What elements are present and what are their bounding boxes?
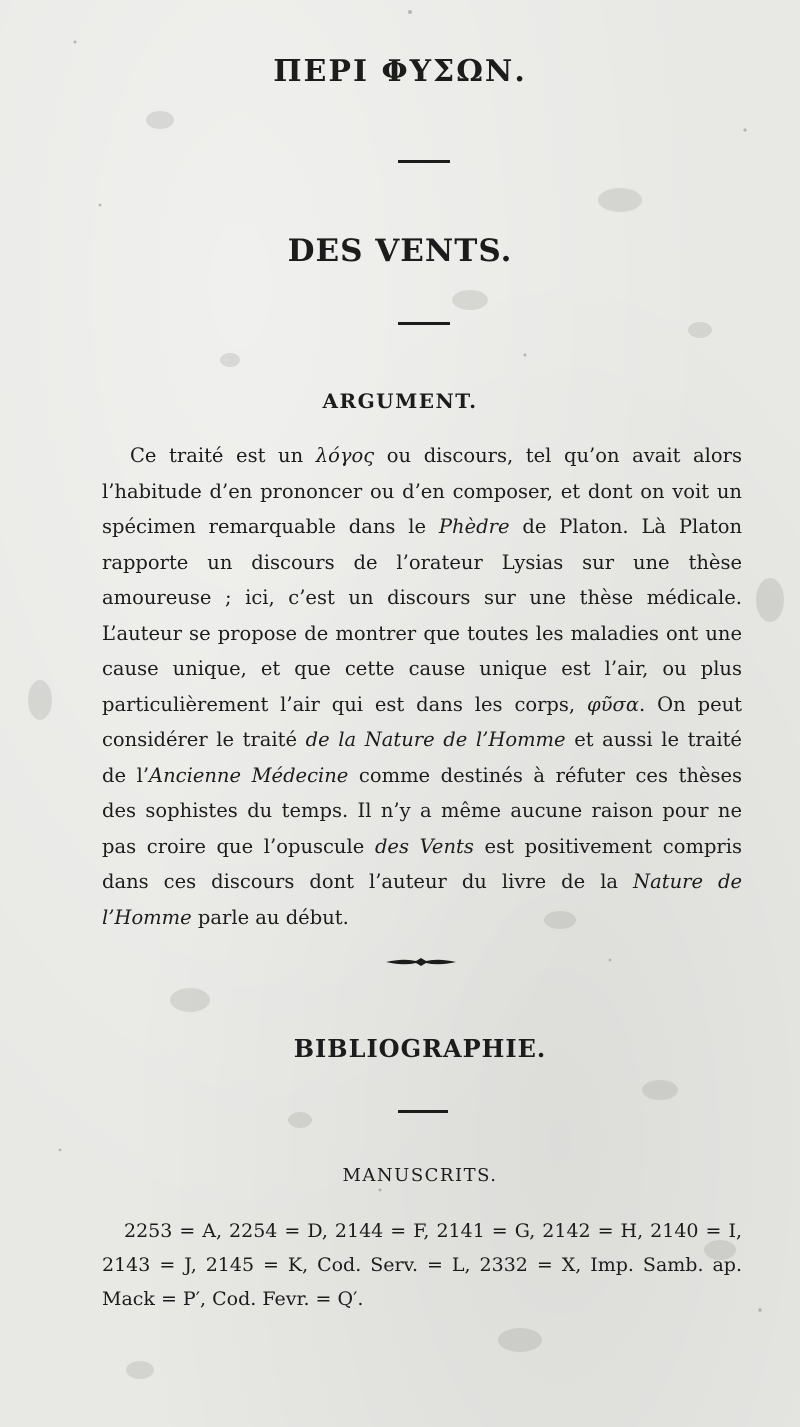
bibliographie-rule: [398, 1110, 448, 1113]
argument-text-2: ou discours, tel qu’on avait alors l’habitude d’en prononcer ou d’en composer, et dont on voit un spécimen remarquable dans le: [102, 444, 742, 538]
phedre-title: Phèdre: [438, 515, 510, 538]
argument-text-1: Ce traité est un: [130, 444, 316, 467]
manuscrits-list: 2253 = A, 2254 = D, 2144 = F, 2141 = G, 2142 = H, 2140 = I, 2143 = J, 2145 = K, Cod. Serv. = L, 2332 = X, Imp. Samb. ap. Mack = P′, Cod. Fevr. = Q′.: [102, 1220, 742, 1310]
argument-text-4: . On peut considérer le traité: [102, 692, 742, 751]
argument-paragraph: [102, 438, 742, 935]
des-vents-title: des Vents: [374, 834, 474, 858]
manuscrits-heading: MANUSCRITS.: [342, 1165, 498, 1186]
french-title: DES VENTS.: [287, 233, 513, 269]
title-rule-2: [398, 322, 450, 325]
argument-text-8: parle au début.: [191, 905, 349, 929]
ancienne-medecine-title: Ancienne Médecine: [149, 763, 349, 787]
greek-logos: λόγος: [315, 444, 375, 467]
bibliographie-heading: BIBLIOGRAPHIE.: [293, 1034, 547, 1063]
argument-text-5: et aussi le traité de l’: [102, 728, 742, 787]
ornament-divider: [386, 955, 456, 969]
argument-heading: ARGUMENT.: [322, 389, 478, 413]
greek-title: ΠΕΡΙ ΦΥΣΩΝ.: [273, 54, 527, 89]
nature-homme-title-1: de la Nature de l’Homme: [305, 728, 566, 751]
nature-homme-title-2: Nature de l’Homme: [102, 870, 742, 929]
argument-text-7: est positivement compris dans ces discours dont l’auteur du livre de la: [102, 834, 742, 893]
title-rule-1: [398, 160, 450, 163]
argument-text-3: de Platon. Là Platon rapporte un discours de l’orateur Lysias sur une thèse amoureuse ; ici, c’est un discours sur une thèse médicale. L’auteur se propose de montrer que toutes les maladies ont une cause unique, et que cette cause unique est l’air, ou plus particulièrement l’air qui est dans les corps,: [102, 515, 742, 716]
greek-physa: φῦσα: [587, 692, 640, 716]
argument-text-6: comme destinés à réfuter ces thèses des sophistes du temps. Il n’y a même aucune raison pour ne pas croire que l’opuscule: [102, 763, 742, 858]
